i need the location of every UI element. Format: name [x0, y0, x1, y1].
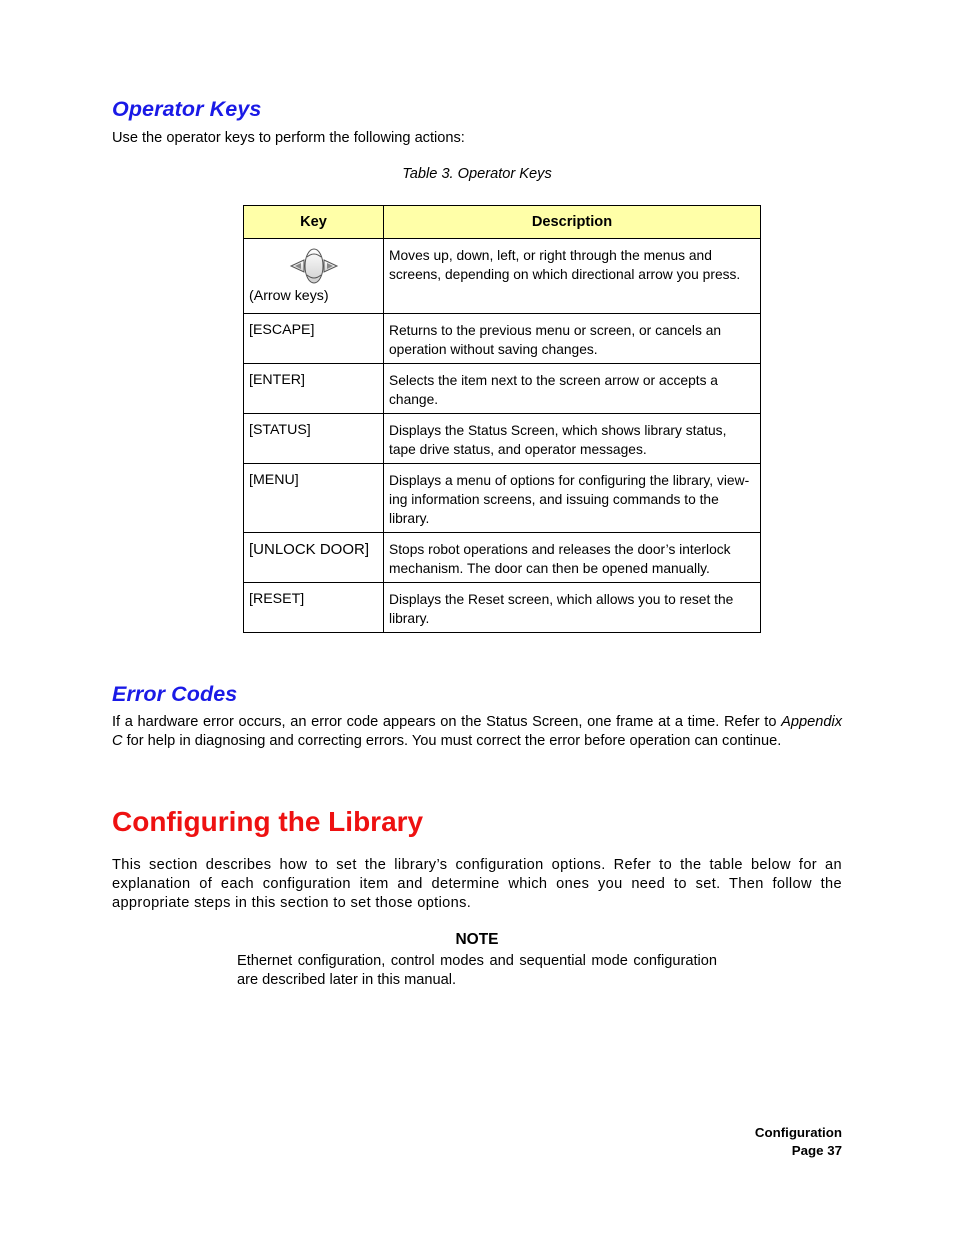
operator-keys-table	[243, 205, 761, 633]
note-text: Ethernet configuration, control modes and sequential mode configuration are described later in this manual.	[237, 953, 717, 988]
key-cell: [ENTER]	[244, 364, 384, 414]
description-cell: Returns to the previous menu or screen, or cancels an operation without saving changes.	[384, 314, 761, 364]
table-row	[244, 464, 761, 533]
note-title: NOTE	[455, 931, 499, 948]
description-cell: Displays the Reset screen, which allows you to reset the library.	[384, 583, 761, 633]
footer-section: Configuration	[754, 1125, 842, 1140]
header-description: Description	[384, 206, 761, 239]
key-cell: [RESET]	[244, 583, 384, 633]
table-row	[244, 239, 761, 314]
header-key: Key	[244, 206, 384, 239]
table-row	[244, 314, 761, 364]
key-cell: [ESCAPE]	[244, 314, 384, 364]
appendix-reference: Appendix C	[112, 714, 842, 749]
table-caption: Table 3. Operator Keys	[402, 166, 552, 182]
error-codes-heading: Error Codes	[112, 682, 238, 706]
page-footer	[755, 1124, 842, 1160]
description-cell: Displays a menu of options for configuring the library, view-ing information screens, and issuing commands to the library.	[384, 464, 761, 533]
footer-page-number: Page 37	[791, 1143, 842, 1158]
arrow-keys-icon	[249, 247, 378, 287]
operator-keys-intro: Use the operator keys to perform the following actions:	[112, 130, 465, 146]
error-text-part: If a hardware error occurs, an error code appears on the Status Screen, one frame at a time. Refer to	[112, 714, 782, 730]
table-row	[244, 414, 761, 464]
table-row	[244, 583, 761, 633]
key-cell: [STATUS]	[244, 414, 384, 464]
key-label: (Arrow keys)	[249, 288, 329, 304]
key-cell: [MENU]	[244, 464, 384, 533]
table-header-row	[244, 206, 761, 239]
description-cell: Stops robot operations and releases the door’s interlock mechanism. The door can then be opened manually.	[384, 533, 761, 583]
configuring-text: This section describes how to set the library’s configuration options. Refer to the table below for an explanation of each configuration item and determine which ones you need to set. Then follow the appropriate steps in this section to set those options.	[112, 857, 842, 911]
configuring-heading: Configuring the Library	[112, 806, 424, 837]
table-row	[244, 533, 761, 583]
description-cell: Displays the Status Screen, which shows library status, tape drive status, and operator messages.	[384, 414, 761, 464]
description-cell: Selects the item next to the screen arrow or accepts a change.	[384, 364, 761, 414]
error-text-part: for help in diagnosing and correcting errors. You must correct the error before operation can continue.	[122, 733, 782, 749]
table-row	[244, 364, 761, 414]
operator-keys-heading: Operator Keys	[112, 97, 262, 121]
key-cell: [UNLOCK DOOR]	[244, 533, 384, 583]
error-codes-text	[112, 713, 842, 751]
key-cell	[244, 239, 384, 314]
description-cell: Moves up, down, left, or right through the menus and screens, depending on which directional arrow you press.	[384, 239, 761, 314]
